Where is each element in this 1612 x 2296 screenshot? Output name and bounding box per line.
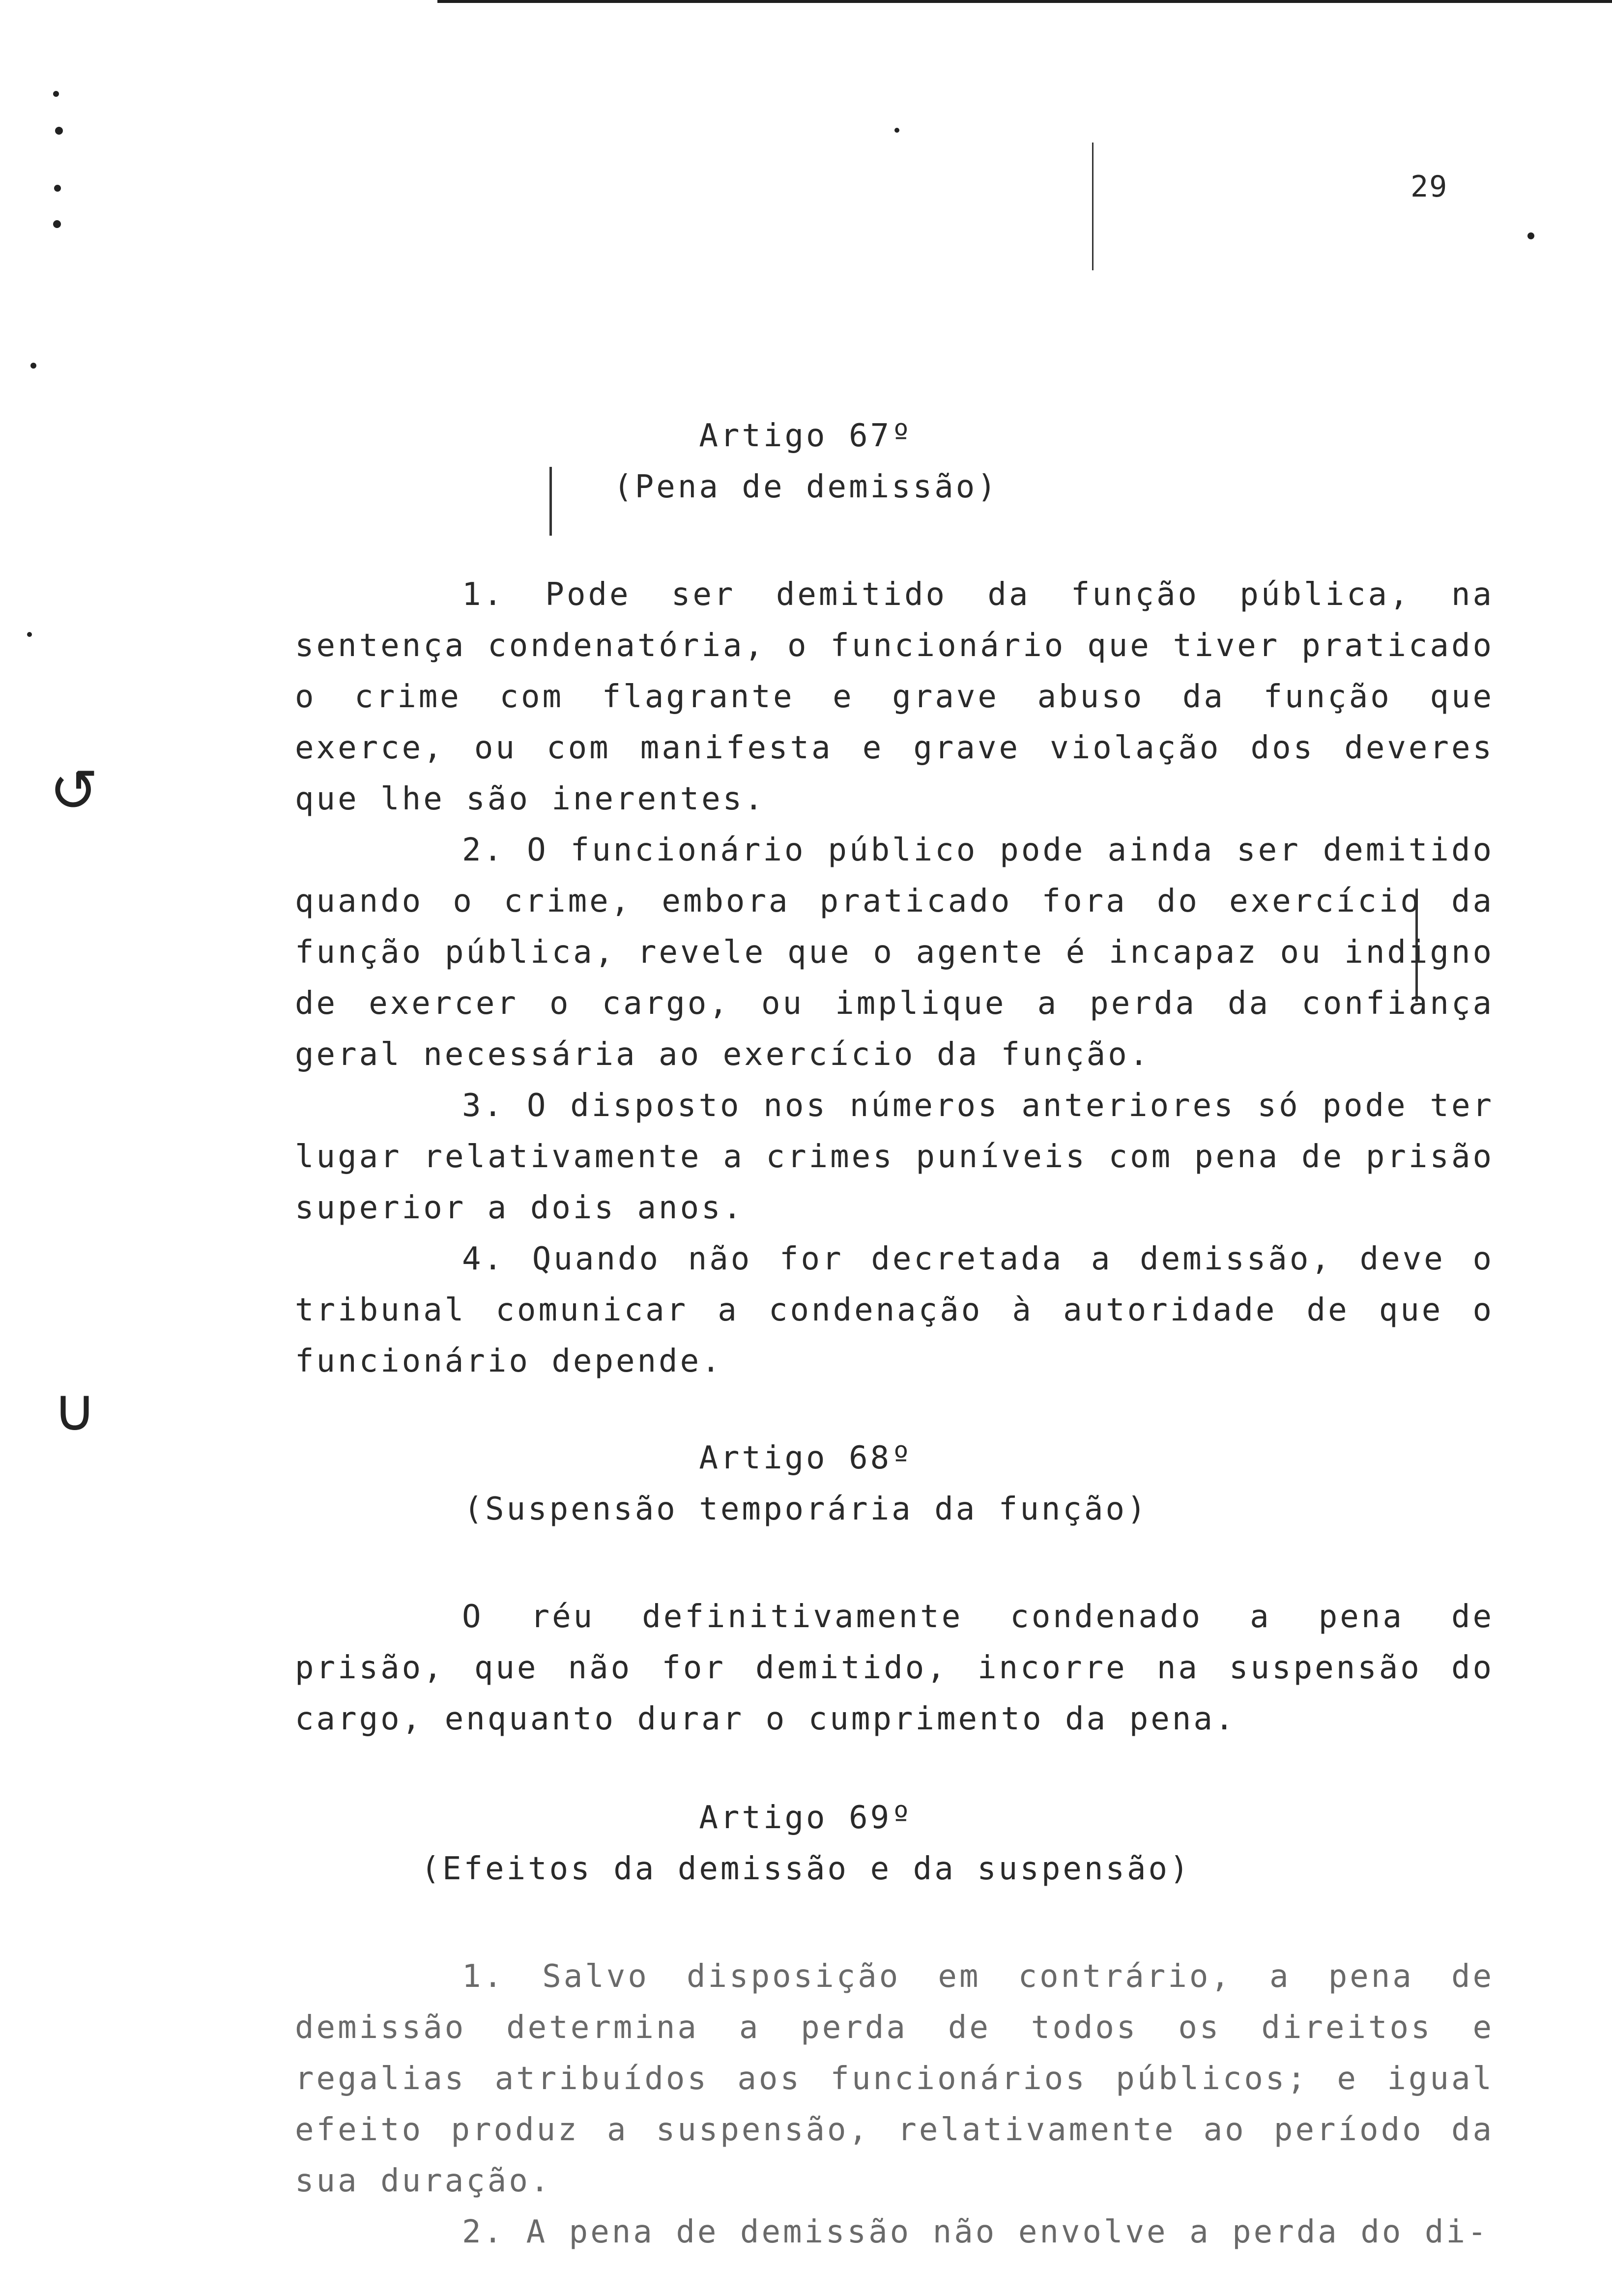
page-number: 29 (1410, 170, 1448, 204)
article-67-title: Artigo 67º (699, 418, 913, 454)
article-69-paragraph: 2. A pena de demissão não envolve a perda do di- (462, 2214, 1489, 2250)
article-68-body (295, 1591, 1494, 1745)
scan-speck (1527, 232, 1534, 239)
scan-speck (27, 632, 32, 637)
scan-speck (54, 185, 61, 192)
margin-bar (1092, 143, 1094, 270)
margin-hook-mark: ↺ (49, 757, 99, 825)
margin-hook-mark: ∪ (53, 1376, 96, 1444)
article-68-paragraph: O réu definitivamente condenado a pena de prisão, que não for demitido, incorre na suspensão do cargo, enquanto durar o cumprimento da pena. (295, 1599, 1494, 1737)
article-67-paragraph: 1. Pode ser demitido da função pública, na sentença condenatória, o funcionário que tiver praticado o crime com flagrante e grave abuso da função que exerce, ou com manifesta e grave violação dos deveres que lhe são inerentes. (295, 576, 1494, 817)
article-69-paragraph: 1. Salvo disposição em contrário, a pena de demissão determina a perda de todos os direitos e regalias atribuídos aos funcionários públicos; e igual efeito produz a suspensão, relativamente ao período da sua duração. (295, 1958, 1494, 2199)
article-69-body (295, 1951, 1494, 2258)
article-68-subtitle: (Suspensão temporária da função) (463, 1491, 1149, 1527)
article-67-paragraph: 3. O disposto nos números anteriores só pode ter lugar relativamente a crimes puníveis com pena de prisão superior a dois anos. (295, 1088, 1494, 1226)
article-67-paragraph: 2. O funcionário público pode ainda ser demitido quando o crime, embora praticado fora do exercício da função pública, revele que o agente é incapaz ou indigno de exercer o cargo, ou implique a perda da confiança geral necessária ao exercício da função. (295, 832, 1494, 1073)
scan-speck (53, 220, 61, 228)
scan-speck (55, 127, 63, 135)
article-67-body (295, 569, 1494, 1387)
article-69-subtitle: (Efeitos da demissão e da suspensão) (421, 1851, 1191, 1887)
article-67-paragraph: 4. Quando não for decretada a demissão, deve o tribunal comunicar a condenação à autoridade de que o funcionário depende. (295, 1241, 1494, 1379)
scan-speck (894, 128, 899, 133)
scan-speck (53, 91, 59, 97)
scan-speck (30, 363, 36, 369)
article-68-title: Artigo 68º (699, 1440, 913, 1476)
top-rule (437, 0, 1612, 3)
article-69-title: Artigo 69º (699, 1800, 913, 1836)
article-67-subtitle: (Pena de demissão) (613, 469, 999, 505)
